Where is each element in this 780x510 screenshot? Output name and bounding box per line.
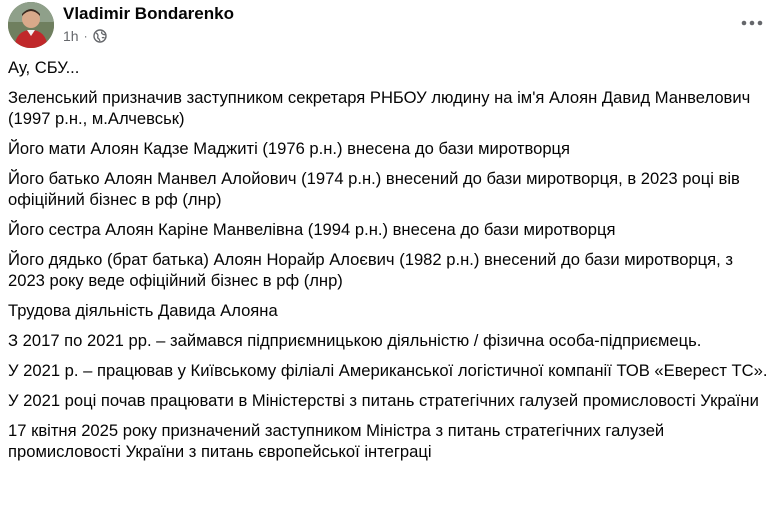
avatar-image <box>8 2 54 48</box>
post-paragraph: Його батько Алоян Манвел Алойович (1974 р.н.) внесений до бази миротворця, в 2023 році вів офіційний бізнес в рф (лнр) <box>8 169 740 209</box>
post-paragraph: У 2021 р. – працював у Київському філіалі Американської логістичної компанії ТОВ «Еверест ТС». <box>8 361 768 380</box>
post-paragraph: Трудова діяльність Давида Алояна <box>8 301 278 320</box>
author-name[interactable]: Vladimir Bondarenko <box>63 4 234 23</box>
post-paragraph: Ау, СБУ... <box>8 58 80 77</box>
post-body <box>8 57 768 471</box>
post-paragraph: Його дядько (брат батька) Алоян Норайр Алоєвич (1982 р.н.) внесений до бази миротворця, з 2023 року веде офіційний бізнес в рф (лнр) <box>8 250 733 290</box>
meta-separator: · <box>83 29 88 43</box>
post-paragraph: Зеленський призначив заступником секретаря РНБОУ людину на ім'я Алоян Давид Манвелович (1997 р.н., м.Алчевськ) <box>8 88 751 128</box>
avatar[interactable] <box>8 2 54 48</box>
post-paragraph: Його мати Алоян Кадзе Маджиті (1976 р.н.) внесена до бази миротворця <box>8 139 571 158</box>
post-header <box>8 2 770 50</box>
post-paragraph: У 2021 році почав працювати в Міністерстві з питань стратегічних галузей промисловості України <box>8 391 759 410</box>
post-meta <box>63 28 107 44</box>
globe-icon[interactable] <box>93 29 107 43</box>
post-time[interactable]: 1h <box>63 28 79 44</box>
post-paragraph: 17 квітня 2025 року призначений заступником Міністра з питань стратегічних галузей промисловості України з питань європейської інтеграці <box>8 421 665 461</box>
more-horizontal-icon[interactable] <box>738 12 766 34</box>
post-paragraph: З 2017 по 2021 рр. – займався підприємницькою діяльністю / фізична особа-підприємець. <box>8 331 702 350</box>
post-paragraph: Його сестра Алоян Каріне Манвелівна (1994 р.н.) внесена до бази миротворця <box>8 220 616 239</box>
